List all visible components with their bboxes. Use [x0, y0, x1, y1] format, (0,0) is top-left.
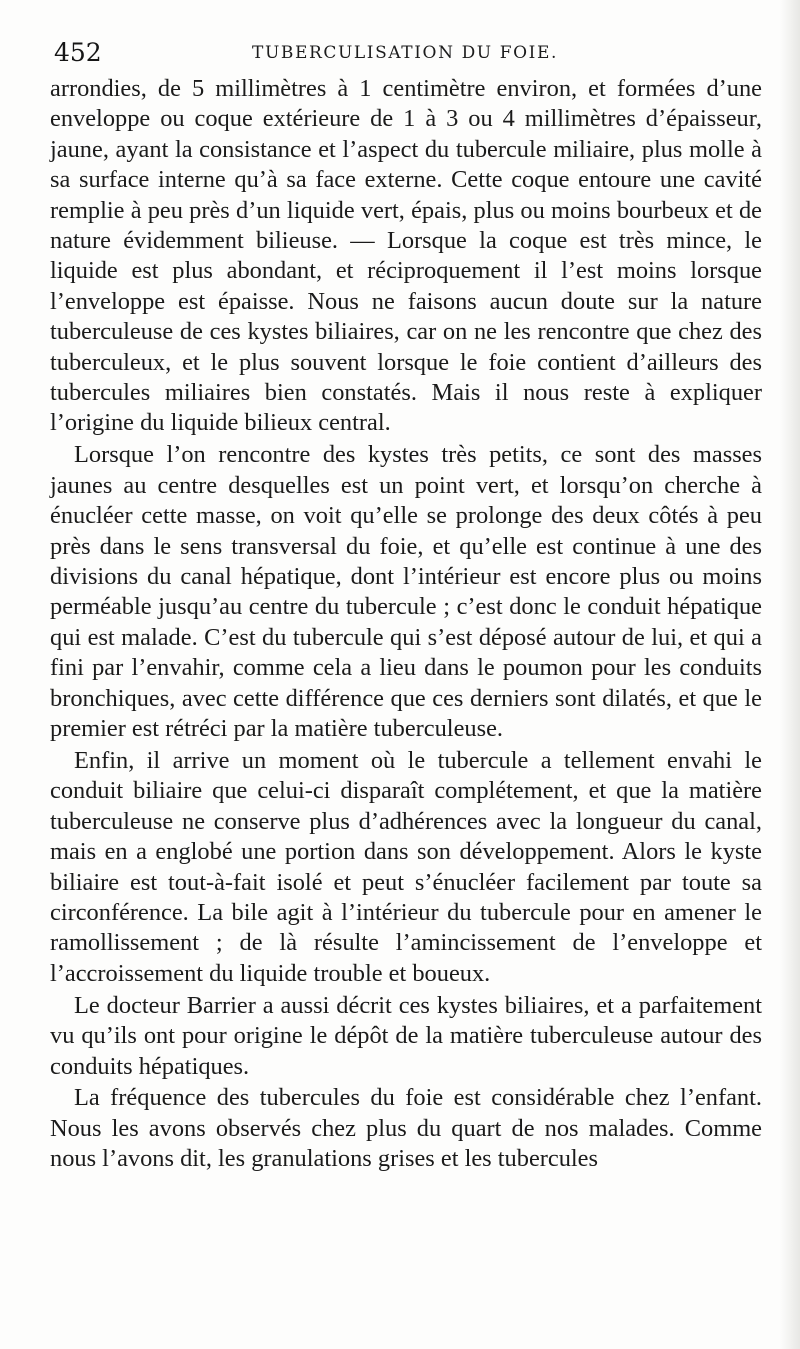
paragraph-continuation: arrondies, de 5 millimètres à 1 centimètre environ, et formées d’une enveloppe ou coque extérieure de 1 à 3 ou 4 millimètres d’épaisseur, jaune, ayant la consistance et l’aspect du tubercule miliaire, plus molle à sa surface interne qu’à sa face externe. Cette coque entoure une cavité remplie à peu près d’un liquide vert, épais, plus ou moins bourbeux et de nature évidemment bilieuse. — Lorsque la coque est très mince, le liquide est plus abondant, et réciproquement il l’est moins lorsque l’enveloppe est épaisse. Nous ne faisons aucun doute sur la nature tuberculeuse de ces kystes biliaires, car on ne les rencontre que chez des tuberculeux, et le plus souvent lorsque le foie contient d’ailleurs des tubercules miliaires bien constatés. Mais il nous reste à expliquer l’origine du liquide bilieux central. — [50, 75, 762, 437]
body-text — [50, 74, 762, 1176]
page-edge-shadow — [780, 0, 800, 1349]
running-title: TUBERCULISATION DU FOIE. — [252, 43, 558, 63]
paragraph-enfin: Enfin, il arrive un moment où le tubercule a tellement envahi le conduit biliaire que celui-ci disparaît complétement, et que la matière tuberculeuse ne conserve plus d’adhérences avec la longueur du canal, mais en a englobé une portion dans son développement. Alors le kyste biliaire est tout-à-fait isolé et peut s’énucléer facilement par toute sa circonférence. La bile agit à l’intérieur du tubercule pour en amener le ramollissement ; de là résulte l’amincissement de l’enveloppe et l’accroissement du liquide trouble et boueux. — [50, 746, 762, 987]
paragraph-barrier: Le docteur Barrier a aussi décrit ces kystes biliaires, et a parfaitement vu qu’ils ont pour origine le dépôt de la matière tuberculeuse autour des conduits hépatiques. — [50, 991, 762, 1080]
paragraph-frequence: La fréquence des tubercules du foie est considérable chez l’enfant. Nous les avons observés chez plus du quart de nos malades. Comme nous l’avons dit, les granulations grises et les tubercules — [50, 1084, 762, 1173]
paragraph-kystes-petits: Lorsque l’on rencontre des kystes très petits, ce sont des masses jaunes au centre desquelles est un point vert, et lorsqu’on cherche à énucléer cette masse, on voit qu’elle se prolonge des deux côtés à peu près dans le sens transversal du foie, et qu’elle est continue à une des divisions du canal hépatique, dont l’intérieur est encore plus ou moins perméable jusqu’au centre du tubercule ; c’est donc le conduit hépatique qui est malade. C’est du tubercule qui s’est déposé autour de lui, et qui a fini par l’envahir, comme cela a lieu dans le poumon pour les conduits bronchiques, avec cette différence que ces derniers sont dilatés, et que le premier est rétréci par la matière tuberculeuse. — [50, 441, 762, 743]
page-number: 452 — [54, 38, 102, 67]
running-head — [50, 36, 760, 70]
